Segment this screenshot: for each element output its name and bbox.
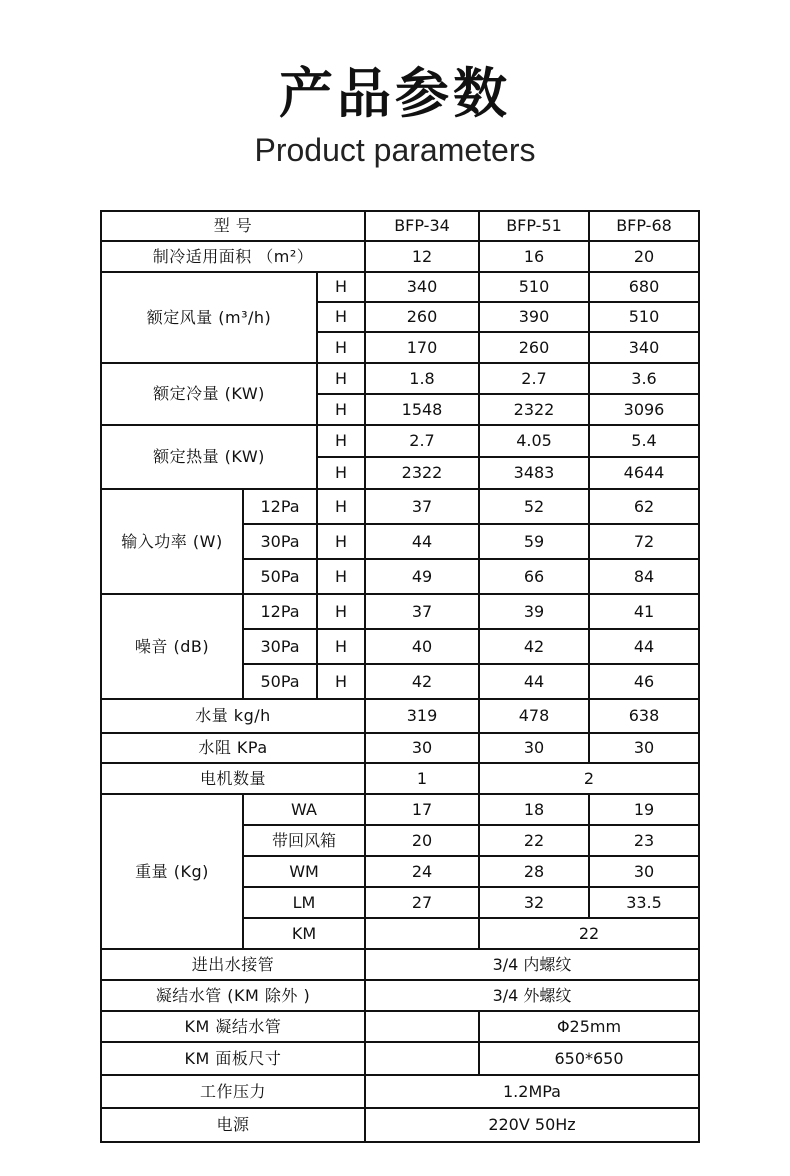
- model-label: 型 号: [101, 211, 365, 241]
- empty-cell: [365, 1042, 479, 1075]
- table-row-power: [101, 489, 699, 524]
- value-cell: 1.8: [365, 363, 479, 394]
- value-cell: 20: [589, 241, 699, 272]
- table-row-km-condensate: [101, 1011, 699, 1042]
- table-row-area: [101, 241, 699, 272]
- value-cell: 44: [365, 524, 479, 559]
- table-row-airflow: [101, 272, 699, 302]
- value-cell: 260: [479, 332, 589, 363]
- table-row-weight: [101, 794, 699, 825]
- value-cell: 66: [479, 559, 589, 594]
- speed-cell: H: [317, 457, 365, 489]
- table-row-power-supply: [101, 1108, 699, 1142]
- value-cell: 28: [479, 856, 589, 887]
- value-cell: 680: [589, 272, 699, 302]
- table-row-noise: [101, 594, 699, 629]
- value-cell: 27: [365, 887, 479, 918]
- model-cell: BFP-34: [365, 211, 479, 241]
- table-row-cooling: [101, 363, 699, 394]
- value-cell: 510: [589, 302, 699, 332]
- value-cell: 1: [365, 763, 479, 794]
- weight-type-cell: WM: [243, 856, 365, 887]
- weight-label: 重量 (Kg): [101, 794, 243, 949]
- speed-cell: H: [317, 302, 365, 332]
- value-cell: 23: [589, 825, 699, 856]
- value-cell: 44: [589, 629, 699, 664]
- value-cell: 220V 50Hz: [365, 1108, 699, 1142]
- power-supply-label: 电源: [101, 1108, 365, 1142]
- table-row-heating: [101, 425, 699, 457]
- value-cell: 37: [365, 594, 479, 629]
- pressure-cell: 12Pa: [243, 489, 317, 524]
- weight-type-cell: WA: [243, 794, 365, 825]
- value-cell: 22: [479, 918, 699, 949]
- speed-cell: H: [317, 425, 365, 457]
- value-cell: 2: [479, 763, 699, 794]
- value-cell: 22: [479, 825, 589, 856]
- table-row-water-flow: [101, 699, 699, 733]
- value-cell: 170: [365, 332, 479, 363]
- speed-cell: H: [317, 332, 365, 363]
- value-cell: 1.2MPa: [365, 1075, 699, 1108]
- value-cell: 510: [479, 272, 589, 302]
- airflow-label: 额定风量 (m³/h): [101, 272, 317, 363]
- value-cell: 52: [479, 489, 589, 524]
- value-cell: 3/4 内螺纹: [365, 949, 699, 980]
- noise-label: 噪音 (dB): [101, 594, 243, 699]
- table-row-water-resistance: [101, 733, 699, 763]
- km-panel-label: KM 面板尺寸: [101, 1042, 365, 1075]
- value-cell: 5.4: [589, 425, 699, 457]
- pressure-cell: 30Pa: [243, 629, 317, 664]
- speed-cell: H: [317, 524, 365, 559]
- parameter-table: [100, 210, 700, 1143]
- model-cell: BFP-51: [479, 211, 589, 241]
- value-cell: 20: [365, 825, 479, 856]
- table-row-working-pressure: [101, 1075, 699, 1108]
- value-cell: 33.5: [589, 887, 699, 918]
- value-cell: 42: [365, 664, 479, 699]
- empty-cell: [365, 918, 479, 949]
- value-cell: 37: [365, 489, 479, 524]
- water-resistance-label: 水阻 KPa: [101, 733, 365, 763]
- speed-cell: H: [317, 489, 365, 524]
- speed-cell: H: [317, 629, 365, 664]
- value-cell: 16: [479, 241, 589, 272]
- value-cell: 59: [479, 524, 589, 559]
- table-row-inlet-outlet: [101, 949, 699, 980]
- value-cell: 41: [589, 594, 699, 629]
- value-cell: 18: [479, 794, 589, 825]
- value-cell: 19: [589, 794, 699, 825]
- inlet-outlet-label: 进出水接管: [101, 949, 365, 980]
- value-cell: 3.6: [589, 363, 699, 394]
- value-cell: 3096: [589, 394, 699, 425]
- value-cell: 340: [365, 272, 479, 302]
- value-cell: 17: [365, 794, 479, 825]
- value-cell: 2322: [365, 457, 479, 489]
- value-cell: 650*650: [479, 1042, 699, 1075]
- value-cell: 30: [589, 733, 699, 763]
- value-cell: 39: [479, 594, 589, 629]
- value-cell: 2322: [479, 394, 589, 425]
- value-cell: Φ25mm: [479, 1011, 699, 1042]
- speed-cell: H: [317, 559, 365, 594]
- value-cell: 319: [365, 699, 479, 733]
- weight-type-cell: KM: [243, 918, 365, 949]
- motors-label: 电机数量: [101, 763, 365, 794]
- page-title: 产品参数: [279, 62, 511, 125]
- model-cell: BFP-68: [589, 211, 699, 241]
- working-pressure-label: 工作压力: [101, 1075, 365, 1108]
- value-cell: 3483: [479, 457, 589, 489]
- empty-cell: [365, 1011, 479, 1042]
- km-condensate-label: KM 凝结水管: [101, 1011, 365, 1042]
- area-label: 制冷适用面积 （m²）: [101, 241, 365, 272]
- value-cell: 44: [479, 664, 589, 699]
- speed-cell: H: [317, 394, 365, 425]
- value-cell: 32: [479, 887, 589, 918]
- value-cell: 638: [589, 699, 699, 733]
- value-cell: 478: [479, 699, 589, 733]
- table-row-model: [101, 211, 699, 241]
- value-cell: 30: [365, 733, 479, 763]
- value-cell: 30: [589, 856, 699, 887]
- weight-type-cell: 带回风箱: [243, 825, 365, 856]
- value-cell: 12: [365, 241, 479, 272]
- speed-cell: H: [317, 363, 365, 394]
- speed-cell: H: [317, 272, 365, 302]
- value-cell: 46: [589, 664, 699, 699]
- table-row-condensate: [101, 980, 699, 1011]
- value-cell: 4644: [589, 457, 699, 489]
- value-cell: 2.7: [479, 363, 589, 394]
- water-flow-label: 水量 kg/h: [101, 699, 365, 733]
- value-cell: 3/4 外螺纹: [365, 980, 699, 1011]
- weight-type-cell: LM: [243, 887, 365, 918]
- value-cell: 72: [589, 524, 699, 559]
- value-cell: 260: [365, 302, 479, 332]
- value-cell: 30: [479, 733, 589, 763]
- value-cell: 42: [479, 629, 589, 664]
- pressure-cell: 50Pa: [243, 664, 317, 699]
- value-cell: 4.05: [479, 425, 589, 457]
- pressure-cell: 30Pa: [243, 524, 317, 559]
- value-cell: 2.7: [365, 425, 479, 457]
- value-cell: 49: [365, 559, 479, 594]
- pressure-cell: 50Pa: [243, 559, 317, 594]
- value-cell: 24: [365, 856, 479, 887]
- page-subtitle: Product parameters: [254, 132, 536, 168]
- condensate-label: 凝结水管 (KM 除外 ): [101, 980, 365, 1011]
- heating-label: 额定热量 (KW): [101, 425, 317, 489]
- value-cell: 390: [479, 302, 589, 332]
- value-cell: 1548: [365, 394, 479, 425]
- table-row-motors: [101, 763, 699, 794]
- pressure-cell: 12Pa: [243, 594, 317, 629]
- value-cell: 40: [365, 629, 479, 664]
- power-label: 输入功率 (W): [101, 489, 243, 594]
- speed-cell: H: [317, 664, 365, 699]
- cooling-label: 额定冷量 (KW): [101, 363, 317, 425]
- value-cell: 84: [589, 559, 699, 594]
- value-cell: 62: [589, 489, 699, 524]
- speed-cell: H: [317, 594, 365, 629]
- table-row-km-panel: [101, 1042, 699, 1075]
- value-cell: 340: [589, 332, 699, 363]
